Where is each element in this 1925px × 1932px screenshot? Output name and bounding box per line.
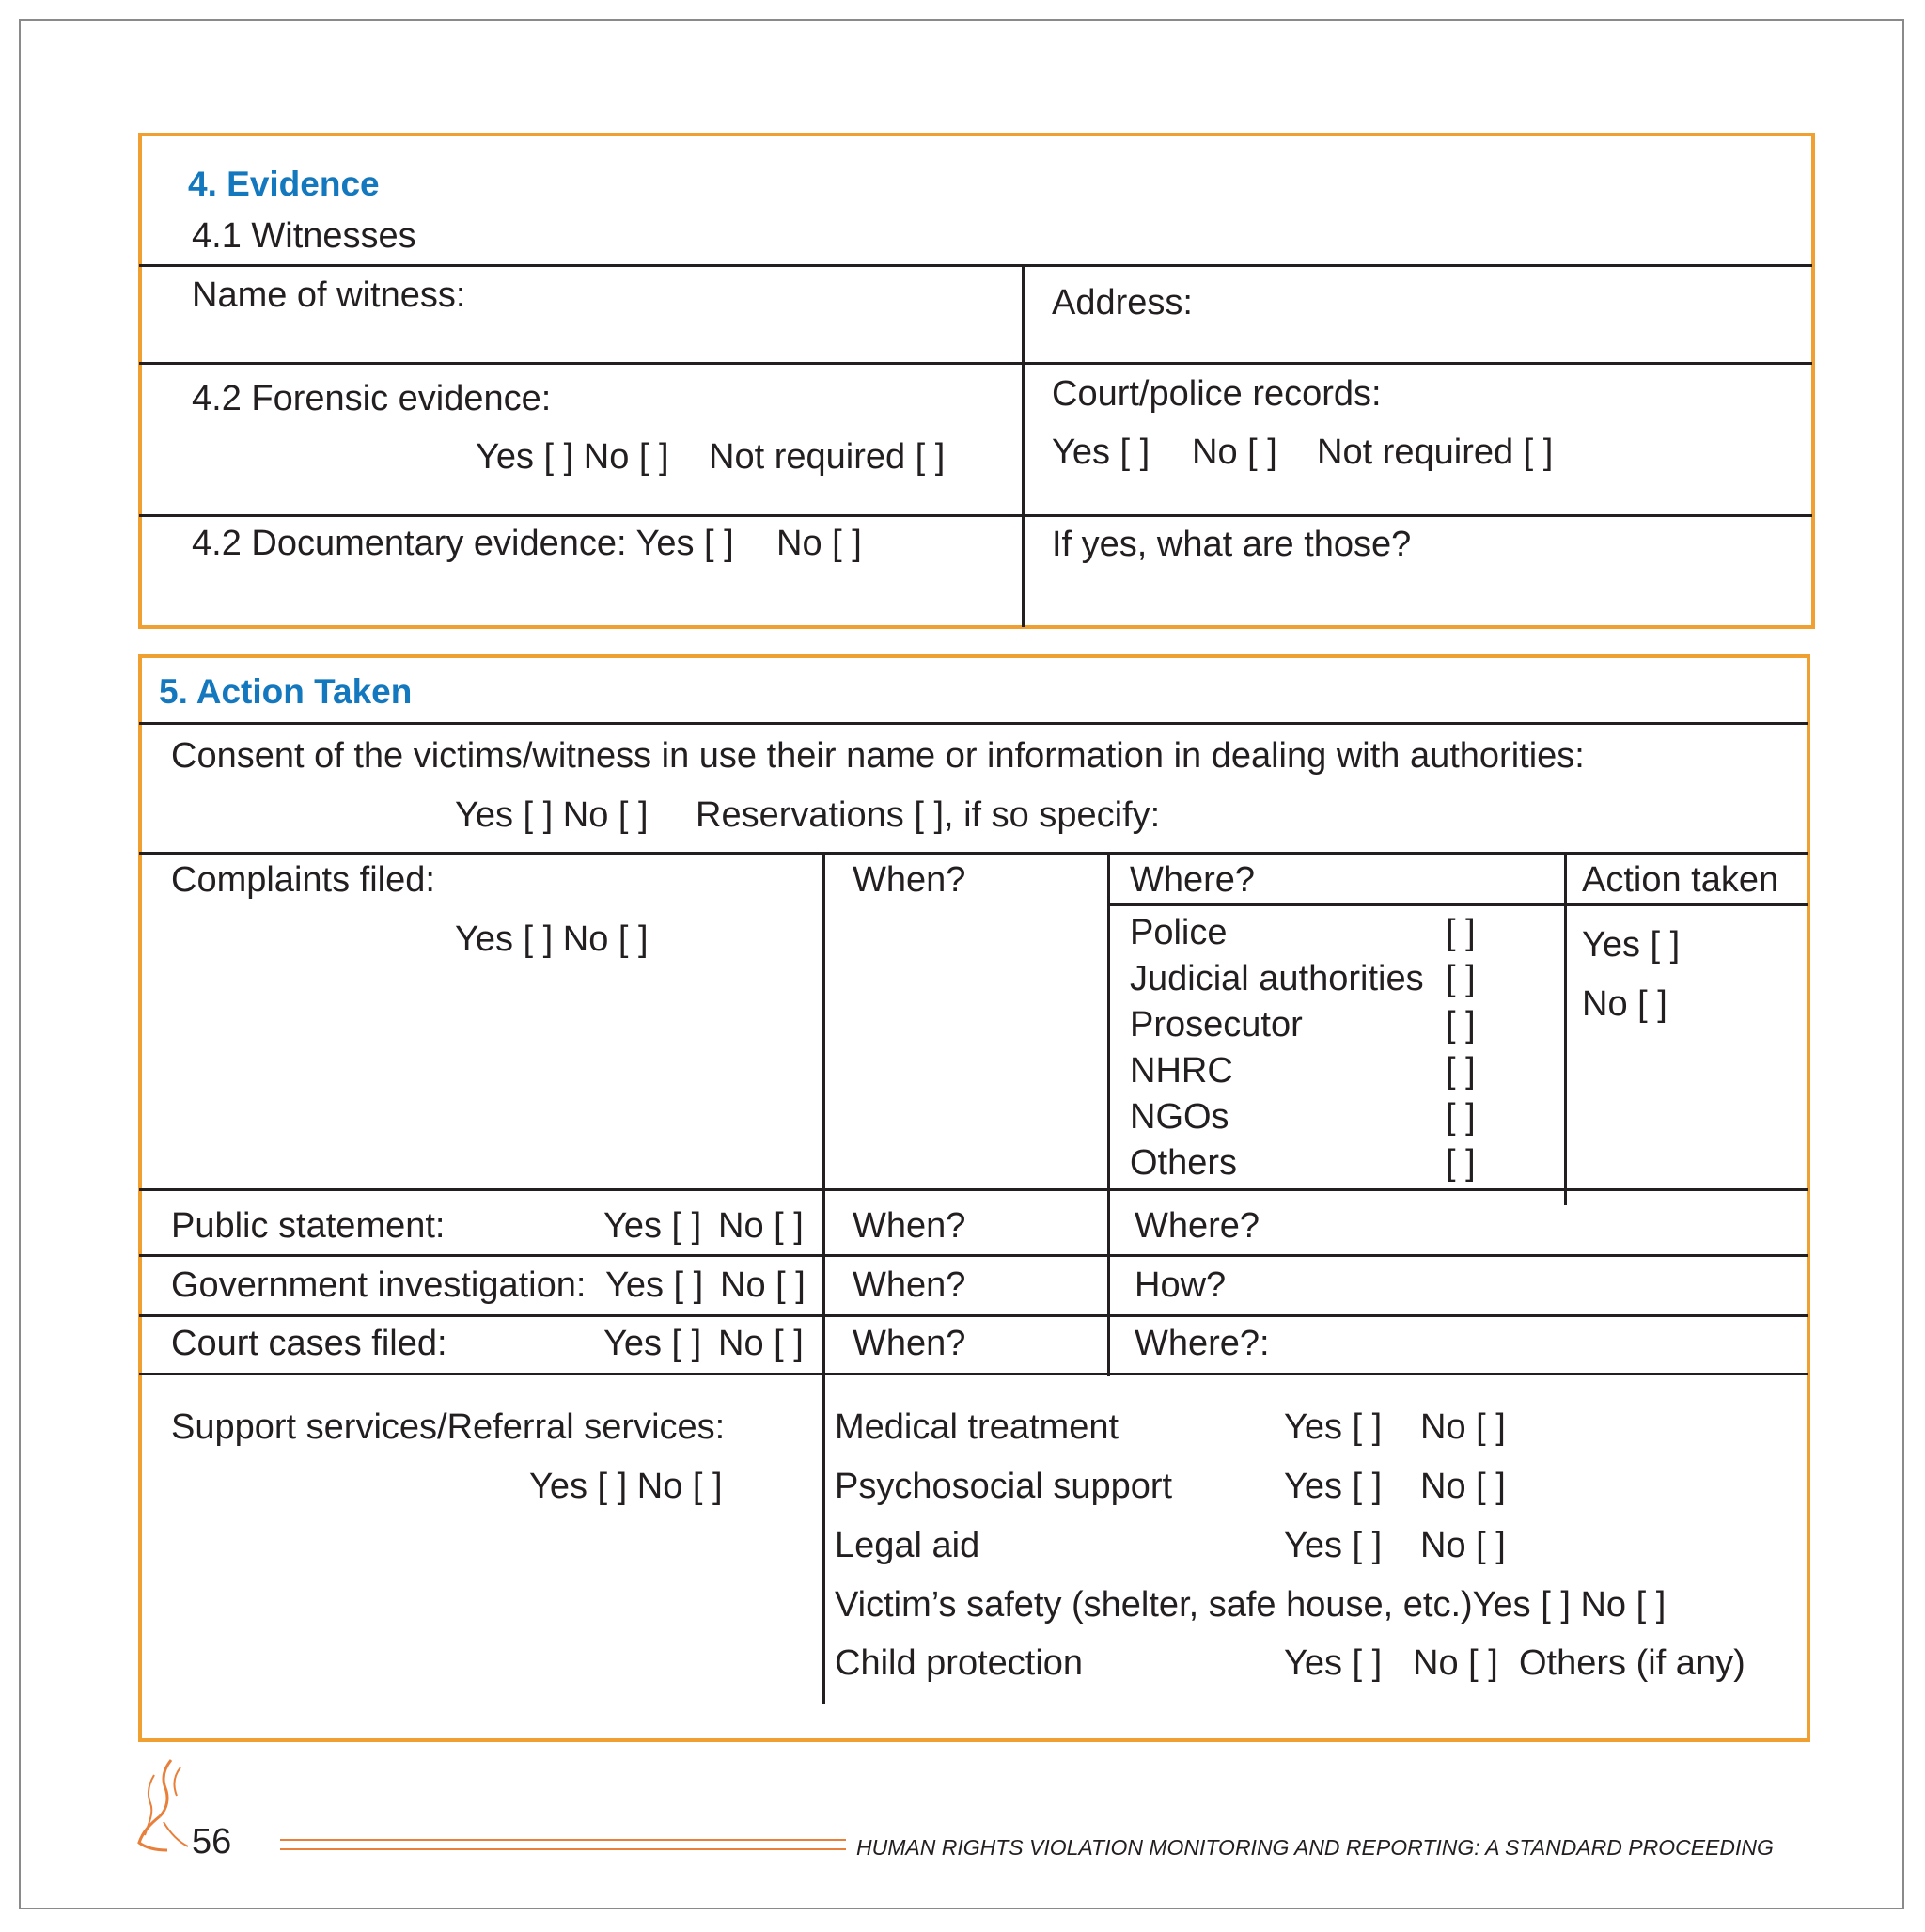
support-services-label: Support services/Referral services:: [171, 1407, 726, 1447]
child-protection-label: Child protection: [835, 1643, 1084, 1683]
consent-yes-no-checkboxes[interactable]: Yes [ ] No [ ]: [455, 795, 649, 835]
where-others-label: Others: [1130, 1143, 1238, 1183]
action-taken-no-checkbox[interactable]: No [ ]: [1582, 984, 1667, 1024]
court-cases-no-checkbox[interactable]: No [ ]: [718, 1324, 804, 1363]
complaints-where-label: Where?: [1130, 860, 1256, 900]
medical-treatment-no-checkbox[interactable]: No [ ]: [1420, 1407, 1506, 1447]
divider: [139, 362, 1812, 365]
legal-aid-no-checkbox[interactable]: No [ ]: [1420, 1526, 1506, 1565]
legal-aid-yes-checkbox[interactable]: Yes [ ]: [1284, 1526, 1383, 1565]
court-records-not-required-checkbox[interactable]: Not required [ ]: [1317, 432, 1554, 472]
public-statement-when-label: When?: [853, 1206, 966, 1246]
legal-aid-label: Legal aid: [835, 1526, 980, 1565]
where-others-checkbox[interactable]: [ ]: [1446, 1143, 1476, 1183]
complaints-when-label: When?: [853, 860, 966, 900]
psychosocial-support-yes-checkbox[interactable]: Yes [ ]: [1284, 1467, 1383, 1506]
forensic-not-required-checkbox[interactable]: Not required [ ]: [709, 437, 946, 477]
child-protection-others-label: Others (if any): [1519, 1643, 1745, 1683]
divider: [139, 1254, 1808, 1257]
public-statement-where-label: Where?: [1135, 1206, 1260, 1246]
address-label: Address:: [1052, 283, 1193, 322]
child-protection-no-checkbox[interactable]: No [ ]: [1413, 1643, 1498, 1683]
divider: [139, 1373, 1808, 1375]
documentary-evidence-yes-checkbox[interactable]: 4.2 Documentary evidence: Yes [ ]: [192, 524, 734, 563]
court-records-yes-checkbox[interactable]: Yes [ ]: [1052, 432, 1150, 472]
public-statement-no-checkbox[interactable]: No [ ]: [718, 1206, 804, 1246]
footer-rule: [280, 1848, 846, 1850]
name-of-witness-label: Name of witness:: [192, 275, 466, 315]
divider: [1022, 264, 1025, 627]
action-taken-heading: 5. Action Taken: [159, 672, 413, 711]
divider: [139, 264, 1812, 267]
where-police-label: Police: [1130, 913, 1228, 952]
dancer-logo-icon: [126, 1756, 192, 1854]
witnesses-subheading: 4.1 Witnesses: [192, 216, 416, 256]
government-investigation-label: Government investigation:: [171, 1265, 587, 1305]
divider: [139, 722, 1808, 725]
divider: [822, 852, 825, 1704]
divider: [1107, 903, 1808, 906]
court-cases-yes-checkbox[interactable]: Yes [ ]: [603, 1324, 702, 1363]
government-investigation-no-checkbox[interactable]: No [ ]: [720, 1265, 806, 1305]
where-ngos-label: NGOs: [1130, 1097, 1229, 1137]
forensic-evidence-label: 4.2 Forensic evidence:: [192, 379, 552, 418]
government-investigation-when-label: When?: [853, 1265, 966, 1305]
medical-treatment-label: Medical treatment: [835, 1407, 1119, 1447]
where-police-checkbox[interactable]: [ ]: [1446, 913, 1476, 952]
court-cases-where-label: Where?:: [1135, 1324, 1270, 1363]
complaints-filed-label: Complaints filed:: [171, 860, 435, 900]
divider: [139, 514, 1812, 517]
consent-reservations-checkbox[interactable]: Reservations [ ], if so specify:: [696, 795, 1161, 835]
child-protection-yes-checkbox[interactable]: Yes [ ]: [1284, 1643, 1383, 1683]
where-nhrc-checkbox[interactable]: [ ]: [1446, 1051, 1476, 1091]
public-statement-yes-checkbox[interactable]: Yes [ ]: [603, 1206, 702, 1246]
where-ngos-checkbox[interactable]: [ ]: [1446, 1097, 1476, 1137]
divider: [1107, 852, 1110, 1376]
public-statement-label: Public statement:: [171, 1206, 446, 1246]
court-police-records-label: Court/police records:: [1052, 374, 1382, 414]
consent-label: Consent of the victims/witness in use their name or information in dealing with authorities:: [171, 736, 1585, 776]
court-cases-filed-label: Court cases filed:: [171, 1324, 447, 1363]
divider: [139, 1314, 1808, 1317]
government-investigation-yes-checkbox[interactable]: Yes [ ]: [605, 1265, 704, 1305]
forensic-yes-no-checkboxes[interactable]: Yes [ ] No [ ]: [476, 437, 669, 477]
where-nhrc-label: NHRC: [1130, 1051, 1233, 1091]
documentary-evidence-no-checkbox[interactable]: No [ ]: [776, 524, 862, 563]
medical-treatment-yes-checkbox[interactable]: Yes [ ]: [1284, 1407, 1383, 1447]
government-investigation-how-label: How?: [1135, 1265, 1227, 1305]
footer-title: HUMAN RIGHTS VIOLATION MONITORING AND REPORTING: A STANDARD PROCEEDING: [856, 1835, 1774, 1860]
if-yes-what-label: If yes, what are those?: [1052, 525, 1412, 564]
page-number: 56: [192, 1822, 232, 1861]
victim-safety-row[interactable]: Victim’s safety (shelter, safe house, etc.)Yes [ ] No [ ]: [835, 1585, 1667, 1625]
divider: [139, 1188, 1808, 1191]
action-taken-label: Action taken: [1582, 860, 1779, 900]
where-judicial-checkbox[interactable]: [ ]: [1446, 959, 1476, 998]
psychosocial-support-no-checkbox[interactable]: No [ ]: [1420, 1467, 1506, 1506]
court-cases-when-label: When?: [853, 1324, 966, 1363]
psychosocial-support-label: Psychosocial support: [835, 1467, 1173, 1506]
divider: [139, 852, 1808, 855]
where-judicial-label: Judicial authorities: [1130, 959, 1424, 998]
where-prosecutor-checkbox[interactable]: [ ]: [1446, 1005, 1476, 1045]
complaints-yes-no-checkboxes[interactable]: Yes [ ] No [ ]: [455, 919, 649, 959]
evidence-heading: 4. Evidence: [188, 165, 380, 203]
support-services-yes-no-checkboxes[interactable]: Yes [ ] No [ ]: [529, 1467, 723, 1506]
court-records-no-checkbox[interactable]: No [ ]: [1192, 432, 1277, 472]
action-taken-yes-checkbox[interactable]: Yes [ ]: [1582, 925, 1681, 965]
where-prosecutor-label: Prosecutor: [1130, 1005, 1303, 1045]
footer-rule: [280, 1839, 846, 1841]
